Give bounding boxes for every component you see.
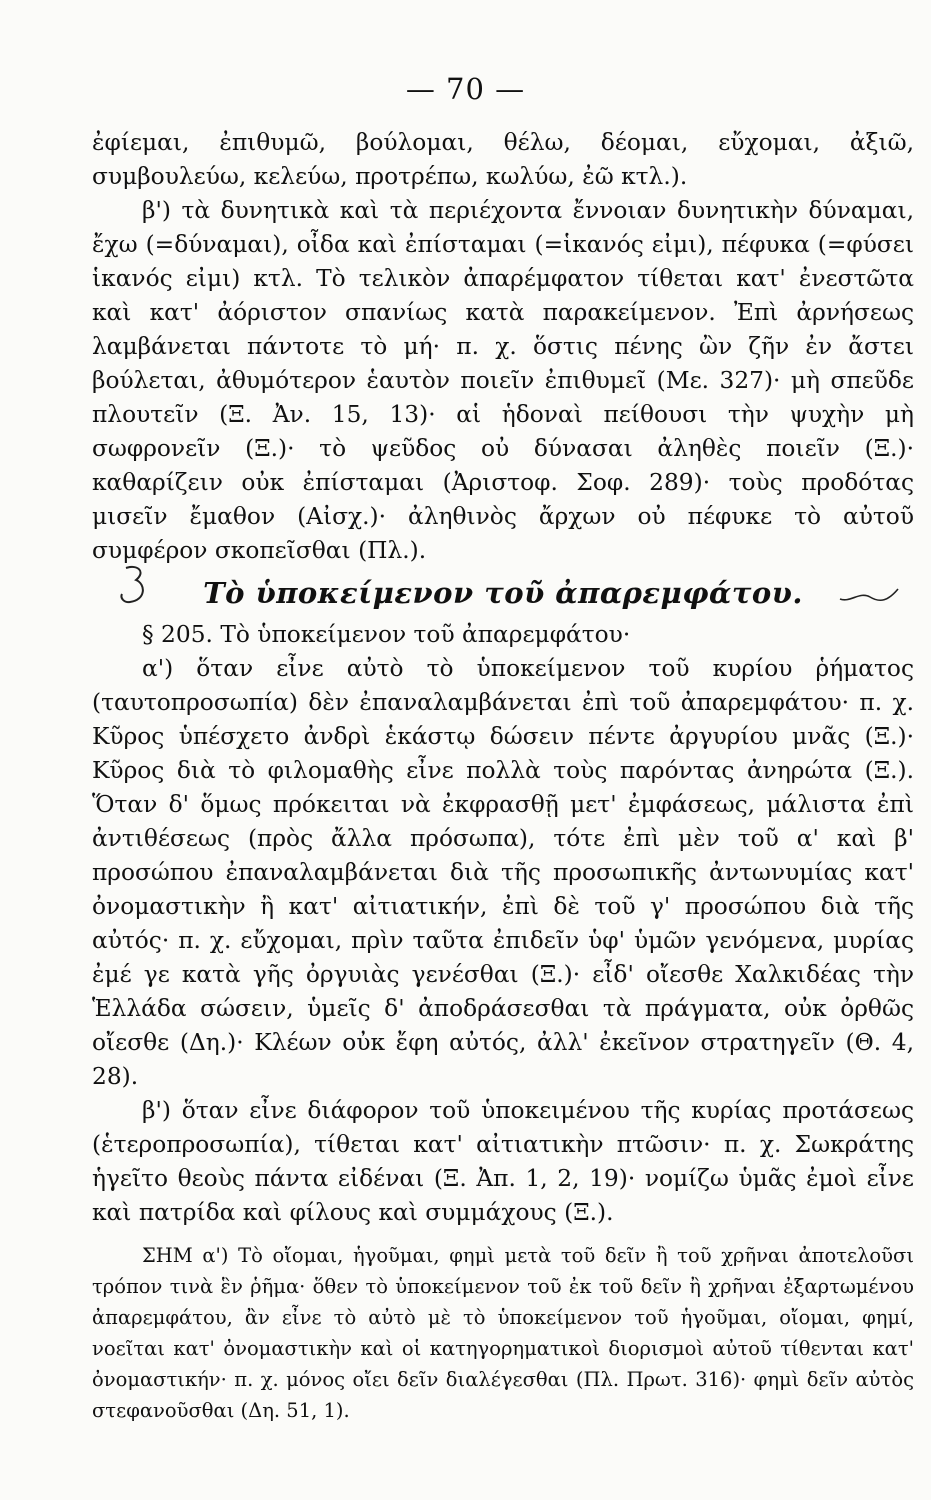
note-paragraph: ΣΗΜ α') Τὸ οἴομαι, ἡγοῦμαι, φημὶ μετὰ τοῦ δεῖν ἢ τοῦ χρῆναι ἀποτελοῦσι τρόπον τινὰ ἓν ῥῆμα· ὅθεν τὸ ὑποκείμενον τοῦ ἐκ τοῦ δεῖν ἢ χρῆναι ἐξαρτωμένου ἀπαρεμφάτου, ἂν εἶνε τὸ αὐτὸ μὲ τὸ ὑποκείμενον τοῦ ἡγοῦμαι, οἴομαι, φημί, νοεῖται κατ' ὀνομαστικὴν καὶ οἱ κατηγορηματικοὶ διορισμοὶ αὐτοῦ τίθενται κατ' ὀνομαστικήν· π. χ. μόνος οἴει δεῖν διαλέγεσθαι (Πλ. Πρωτ. 316)· φημὶ δεῖν αὐτὸς στεφανοῦσθαι (Δη. 51, 1). xyxy=(92,1244,914,1422)
paragraph-beta: β') τὰ δυνητικὰ καὶ τὰ περιέχοντα ἔννοιαν δυνητικὴν δύναμαι, ἔχω (=δύναμαι), οἶδα καὶ ἐπίσταμαι (=ἱκανός εἰμι), πέφυκα (=φύσει ἱκανός εἰμι) κτλ. Τὸ τελικὸν ἀπαρέμφατον τίθεται κατ' ἐνεστῶτα καὶ κατ' ἀόριστον σπανίως κατὰ παρακείμενον. Ἐπὶ ἀρνήσεως λαμβάνεται πάντοτε τὸ μή· π. χ. ὅστις πένης ὢν ζῆν ἐν ἄστει βούλεται, ἀθυμότερον ἑαυτὸν ποιεῖν ἐπιθυμεῖ (Με. 327)· μὴ σπεῦδε πλουτεῖν (Ξ. Ἀν. 15, 13)· αἱ ἡδοναὶ πείθουσι τὴν ψυχὴν μὴ σωφρονεῖν (Ξ.)· τὸ ψεῦδος οὐ δύνασαι ἀληθὲς ποιεῖν (Ξ.)· καθαρίζειν οὐκ ἐπίσταμαι (Ἀριστοφ. Σοφ. 289)· τοὺς προδότας μισεῖν ἔμαθον (Αἰσχ.)· ἀληθινὸς ἄρχων οὐ πέφυκε τὸ αὐτοῦ συμφέρον σκοπεῖσθαι (Πλ.). xyxy=(92,197,914,564)
paragraph-alpha: α') ὅταν εἶνε αὐτὸ τὸ ὑποκείμενον τοῦ κυρίου ῥήματος (ταυτοπροσωπία) δὲν ἐπαναλαμβάνεται ἐπὶ τοῦ ἀπαρεμφάτου· π. χ. Κῦρος ὑπέσχετο ἀνδρὶ ἑκάστῳ δώσειν πέντε ἀργυρίου μνᾶς (Ξ.)· Κῦρος διὰ τὸ φιλομαθὴς εἶνε πολλὰ τοὺς παρόντας ἀνηρώτα (Ξ.). Ὅταν δ' ὅμως πρόκειται νὰ ἐκφρασθῇ μετ' ἐμφάσεως, μάλιστα ἐπὶ ἀντιθέσεως (πρὸς ἄλλα πρόσωπα), τότε ἐπὶ μὲν τοῦ α' καὶ β' προσώπου ἐπαναλαμβάνεται διὰ τῆς προσωπικῆς ἀντωνυμίας κατ' ὀνομαστικὴν ἢ κατ' αἰτιατικήν, ἐπὶ δὲ τοῦ γ' προσώπου διὰ τῆς αὐτός· π. χ. εὔχομαι, πρὶν ταῦτα ἐπιδεῖν ὑφ' ὑμῶν γενόμενα, μυρίας ἐμέ γε κατὰ γῆς ὀργυιὰς γενέσθαι (Ξ.)· εἶδ' οἴεσθε Χαλκιδέας τὴν Ἑλλάδα σώσειν, ὑμεῖς δ' ἀποδράσεσθαι τὰ πράγματα, οὐκ ὀρθῶς οἴεσθε (Δη.)· Κλέων οὐκ ἔφη αὐτός, ἀλλ' ἐκεῖνον στρατηγεῖν (Θ. 4, 28). xyxy=(92,655,914,1090)
paragraph-continuation: ἐφίεμαι, ἐπιθυμῶ, βούλομαι, θέλω, δέομαι, εὔχομαι, ἀξιῶ, συμβουλεύω, κελεύω, προτρέπω, κωλύω, ἐῶ κτλ.). xyxy=(92,129,914,190)
section-number-line: § 205. Τὸ ὑποκείμενον τοῦ ἀπαρεμφάτου· xyxy=(142,621,631,648)
body-text xyxy=(92,126,914,1446)
section-heading: Τὸ ὑποκείμενον τοῦ ἀπαρεμφάτου. xyxy=(203,576,803,610)
page-number: — 70 — xyxy=(405,72,526,106)
paragraph-beta-2: β') ὅταν εἶνε διάφορον τοῦ ὑποκειμένου τῆς κυρίας προτάσεως (ἑτεροπροσωπία), τίθεται κατ' αἰτιατικὴν πτῶσιν· π. χ. Σωκράτης ἡγεῖτο θεοὺς πάντα εἰδέναι (Ξ. Ἀπ. 1, 2, 19)· νομίζω ὑμᾶς ἐμοὶ εἶνε καὶ πατρίδα καὶ φίλους καὶ συμμάχους (Ξ.). xyxy=(92,1097,914,1226)
